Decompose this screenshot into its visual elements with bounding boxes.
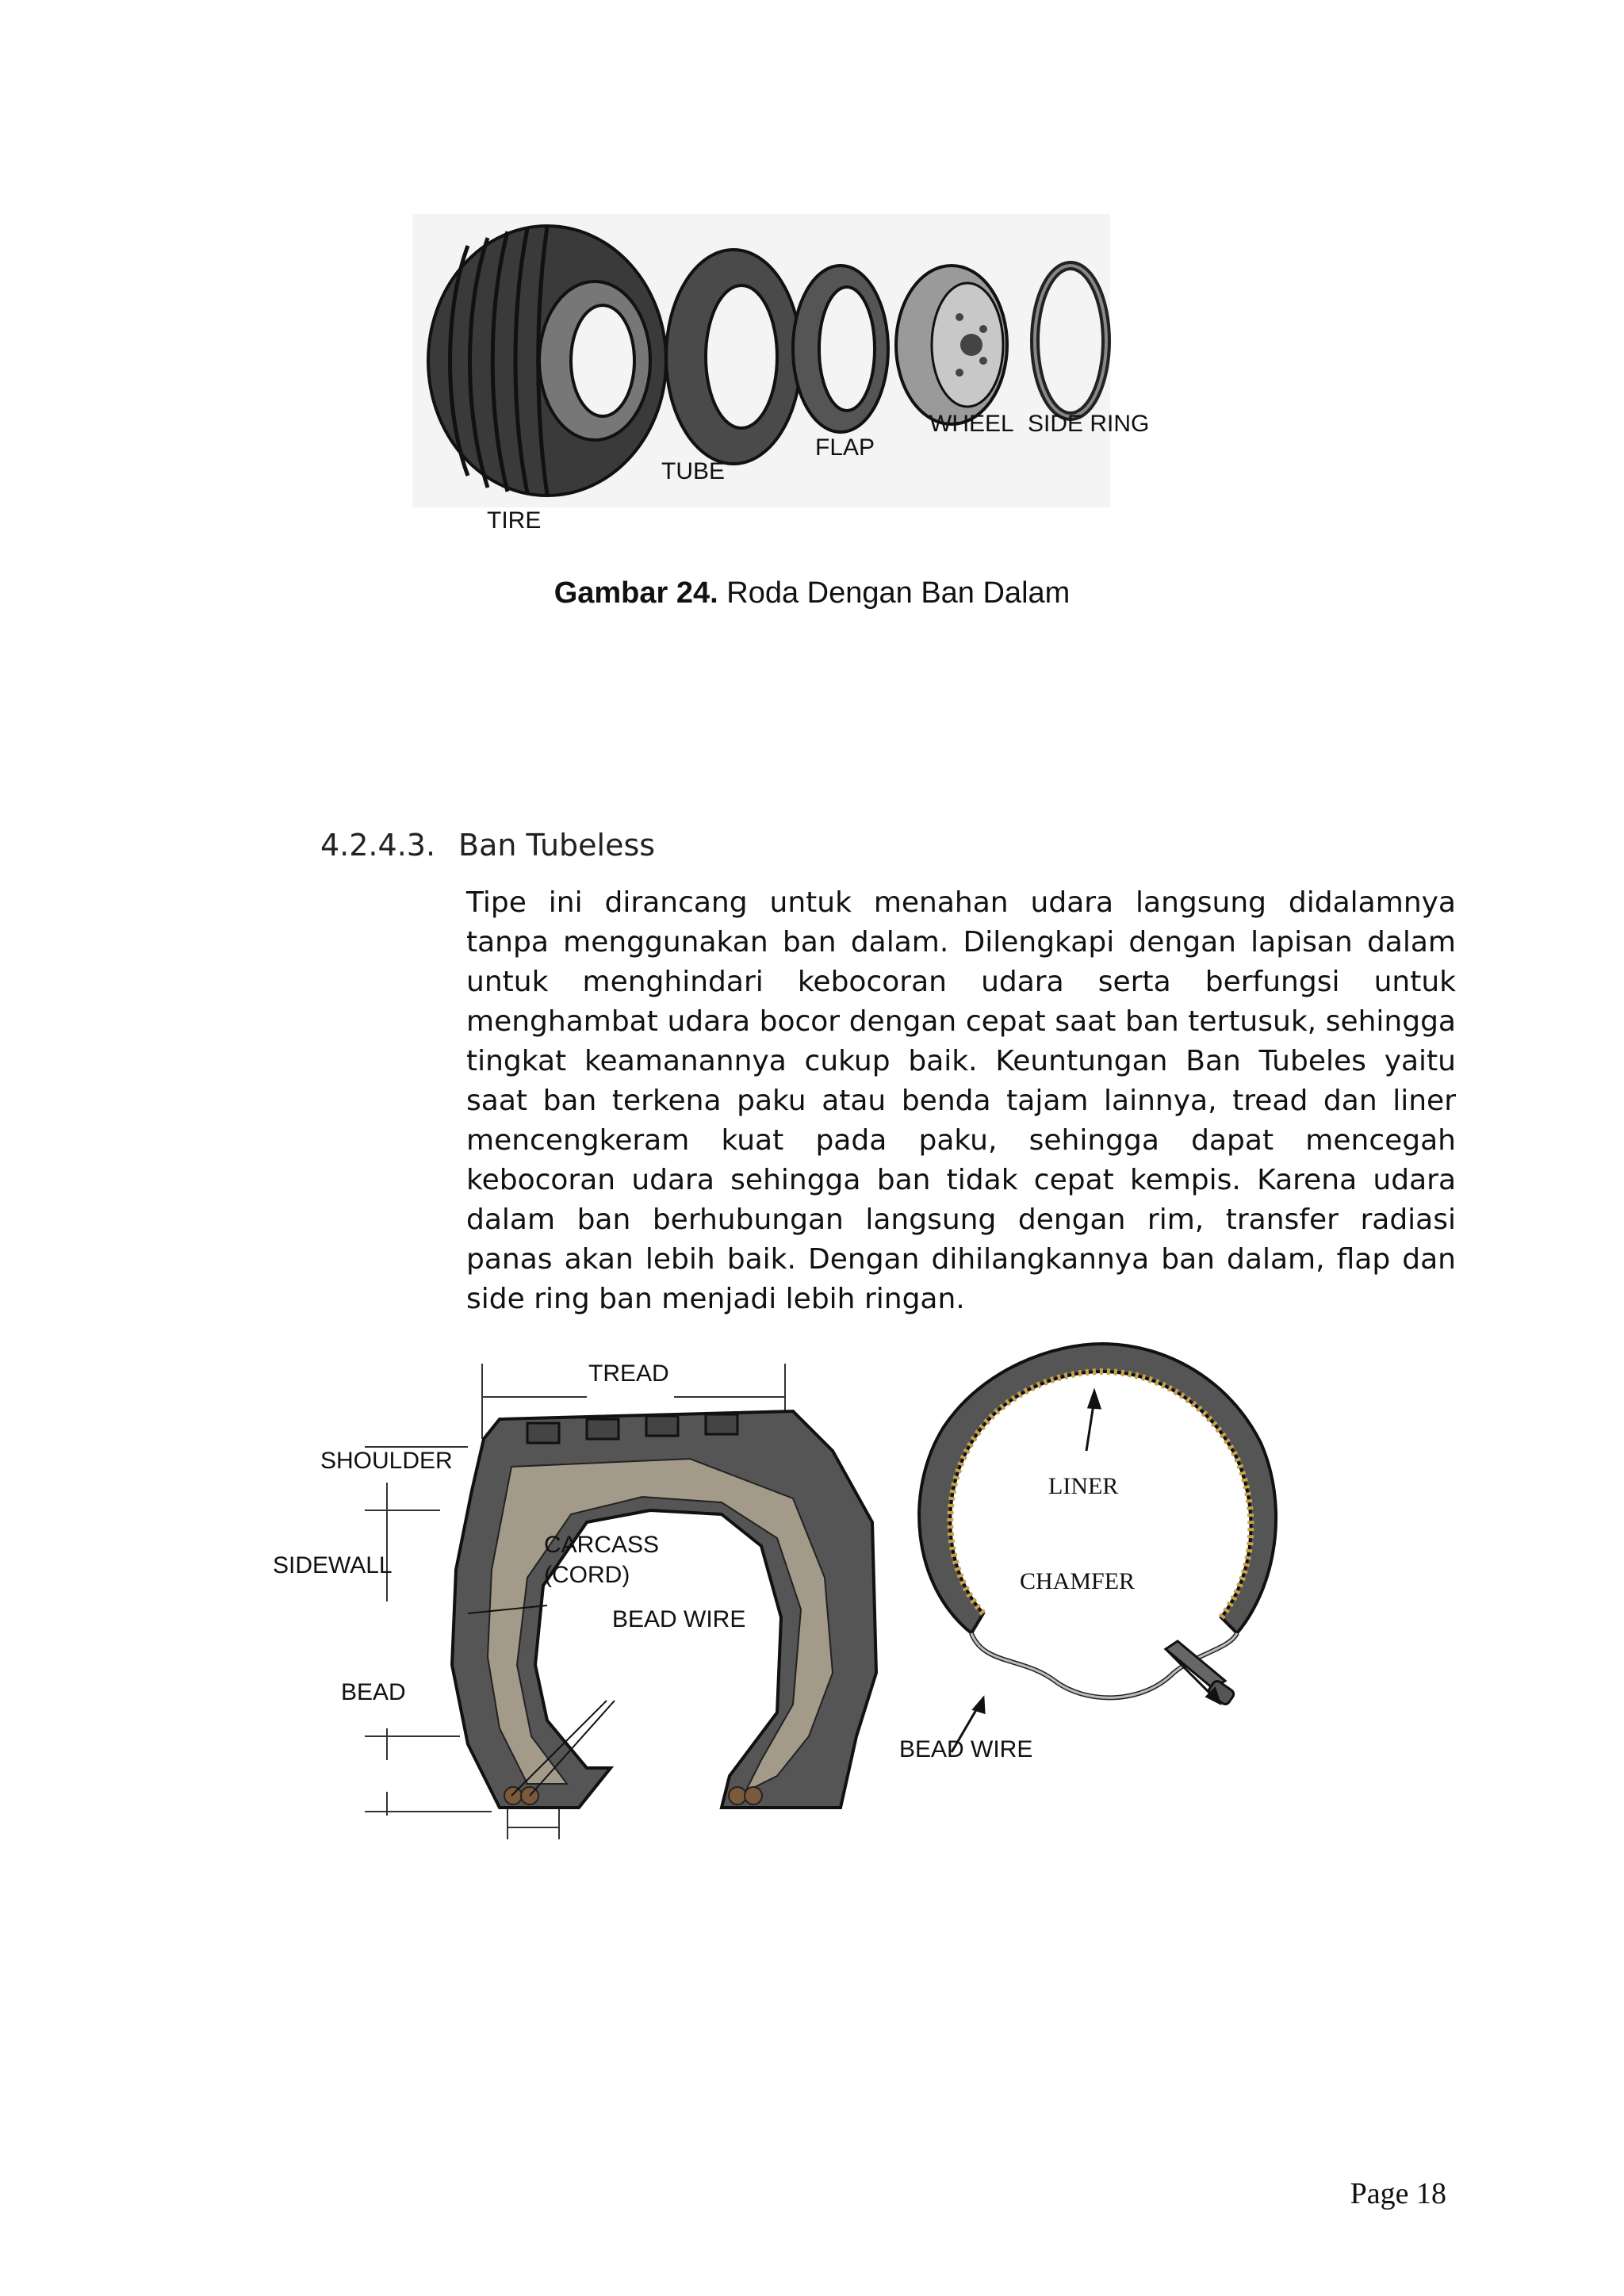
carcass-label: CARCASS	[544, 1532, 660, 1558]
shoulder-label: SHOULDER	[320, 1448, 453, 1474]
tire-illustration	[428, 226, 666, 496]
wheel-label: WHEEL	[929, 411, 1014, 437]
chamfer-label: CHAMFER	[1020, 1568, 1136, 1594]
flap-label: FLAP	[815, 434, 875, 461]
bead-wire-label: BEAD WIRE	[612, 1606, 746, 1632]
tube-illustration	[666, 250, 801, 464]
tire-label: TIRE	[487, 507, 542, 534]
bead-wire-right-label: BEAD WIRE	[899, 1736, 1033, 1762]
flap-illustration	[793, 266, 888, 432]
bead-label: BEAD	[341, 1679, 406, 1705]
tubeless-liner-diagram	[896, 1332, 1300, 1744]
side-ring-label: SIDE RING	[1028, 411, 1150, 437]
figure-24-caption-text: Roda Dengan Ban Dalam	[718, 576, 1071, 610]
figure-24-illustration	[412, 214, 1110, 515]
section-paragraph: Tipe ini dirancang untuk menahan udara langsung didalamnya tanpa menggunakan ban dalam. Dilengkapi dengan lapisan dalam untuk menghindari kebocoran udara serta berfungsi untuk menghambat udara bocor dengan cepat saat ban tertusuk, sehingga tingkat keamanannya cukup baik. Keuntungan Ban Tubeles yaitu saat ban terkena paku atau benda tajam lainnya, tread dan liner mencengkeram kuat pada paku, sehingga dapat mencegah kebocoran udara sehingga ban tidak cepat kempis. Karena udara dalam ban berhubungan langsung dengan rim, transfer radiasi panas akan lebih baik. Dengan dihilangkannya ban dalam, flap dan side ring ban menjadi lebih ringan.	[466, 886, 1456, 1315]
section-title: Ban Tubeless	[458, 828, 656, 863]
liner-label: LINER	[1048, 1473, 1119, 1499]
page-number: Page 18	[1350, 2177, 1446, 2210]
tube-label: TUBE	[661, 458, 726, 484]
figure-24-caption-number: Gambar 24.	[553, 576, 718, 610]
wheel-illustration	[896, 266, 1007, 424]
section-heading	[320, 828, 655, 863]
cord-label: (CORD)	[544, 1562, 630, 1588]
liner-ring	[919, 1344, 1276, 1697]
section-number: 4.2.4.3.	[320, 828, 436, 863]
sidewall-label: SIDEWALL	[273, 1552, 393, 1578]
figure-24-caption	[0, 576, 1624, 610]
tread-label: TREAD	[588, 1360, 669, 1387]
